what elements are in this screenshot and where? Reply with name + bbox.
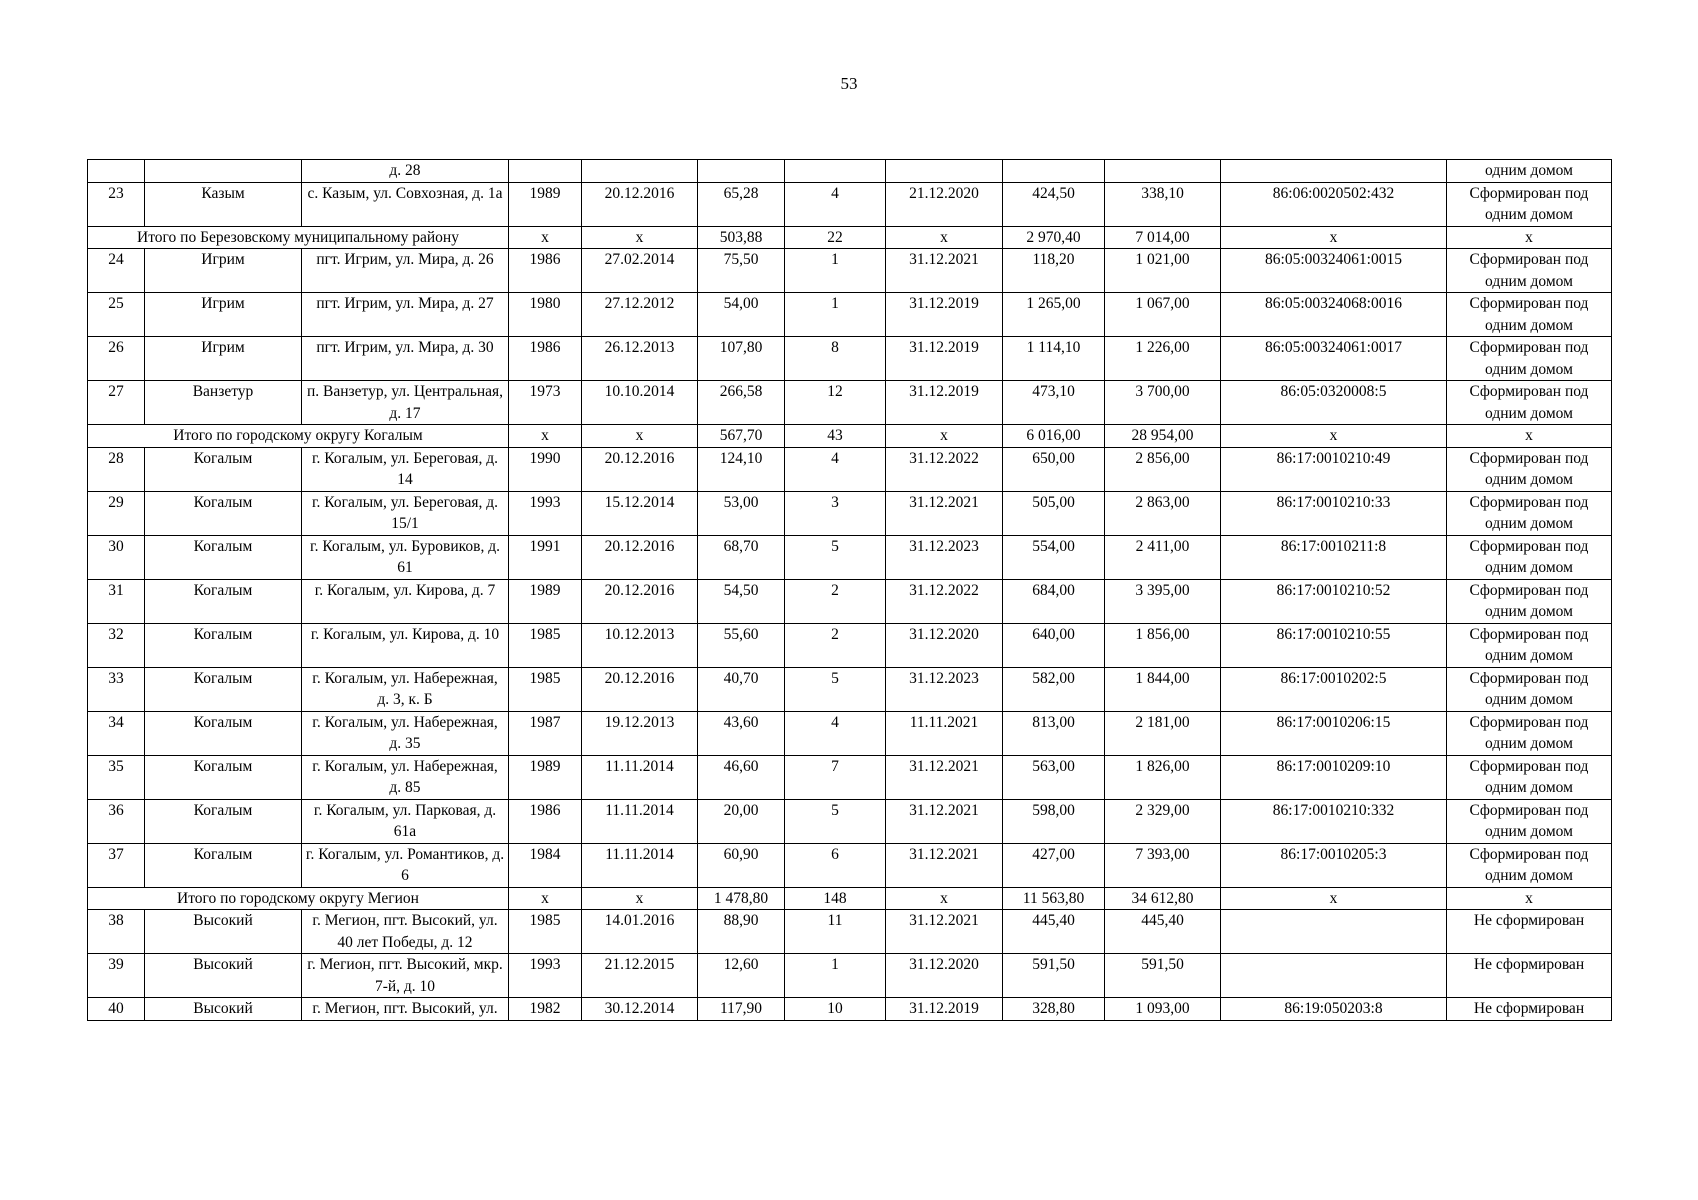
settlement-cell: Когалым — [145, 579, 302, 623]
cost-cell: 118,20 — [1003, 249, 1105, 293]
total-area-cell: 567,70 — [698, 425, 785, 448]
total-cost-cell: 2 970,40 — [1003, 226, 1105, 249]
row-number-cell: 38 — [88, 910, 145, 954]
year-built-cell: 1993 — [509, 954, 582, 998]
cadastral-number-cell: 86:17:0010210:332 — [1221, 799, 1447, 843]
page-number: 53 — [840, 74, 858, 93]
amount-cell: 338,10 — [1105, 182, 1221, 226]
residents-cell: 6 — [785, 843, 886, 887]
area-cell: 43,60 — [698, 711, 785, 755]
table-row — [88, 954, 1612, 998]
date-cell: 19.12.2013 — [582, 711, 698, 755]
table-row — [88, 535, 1612, 579]
address-cell: г. Когалым, ул. Береговая, д. 14 — [302, 447, 509, 491]
total-row — [88, 425, 1612, 448]
table-row — [88, 182, 1612, 226]
land-status-cell: Не сформирован — [1447, 910, 1612, 954]
deadline-cell: 31.12.2019 — [886, 381, 1003, 425]
area-cell: 54,00 — [698, 293, 785, 337]
row-number-cell: 25 — [88, 293, 145, 337]
total-row — [88, 226, 1612, 249]
cost-cell: 582,00 — [1003, 667, 1105, 711]
address-cell: г. Мегион, пгт. Высокий, ул. — [302, 998, 509, 1021]
residents-cell: 5 — [785, 667, 886, 711]
deadline-cell — [886, 160, 1003, 183]
date-cell: 21.12.2015 — [582, 954, 698, 998]
date-cell: 10.10.2014 — [582, 381, 698, 425]
date-cell: 27.12.2012 — [582, 293, 698, 337]
residents-cell — [785, 160, 886, 183]
settlement-cell: Игрим — [145, 293, 302, 337]
land-status-cell: Сформирован под одним домом — [1447, 579, 1612, 623]
table-row — [88, 711, 1612, 755]
deadline-cell: 31.12.2021 — [886, 910, 1003, 954]
land-status-cell: Сформирован под одним домом — [1447, 249, 1612, 293]
year-built-cell: 1984 — [509, 843, 582, 887]
amount-cell: 445,40 — [1105, 910, 1221, 954]
table-row — [88, 293, 1612, 337]
deadline-cell: 31.12.2023 — [886, 535, 1003, 579]
cadastral-number-cell: 86:17:0010209:10 — [1221, 755, 1447, 799]
cadastral-number-cell: 86:19:050203:8 — [1221, 998, 1447, 1021]
cost-cell — [1003, 160, 1105, 183]
deadline-cell: 31.12.2021 — [886, 755, 1003, 799]
address-cell: пгт. Игрим, ул. Мира, д. 27 — [302, 293, 509, 337]
table-row — [88, 579, 1612, 623]
cadastral-number-cell: 86:17:0010202:5 — [1221, 667, 1447, 711]
date-cell: 10.12.2013 — [582, 623, 698, 667]
year-built-cell: 1987 — [509, 711, 582, 755]
address-cell: г. Когалым, ул. Парковая, д. 61а — [302, 799, 509, 843]
amount-cell: 591,50 — [1105, 954, 1221, 998]
amount-cell: 2 856,00 — [1105, 447, 1221, 491]
deadline-cell: 31.12.2019 — [886, 337, 1003, 381]
cost-cell: 427,00 — [1003, 843, 1105, 887]
cost-cell: 563,00 — [1003, 755, 1105, 799]
amount-cell: 2 329,00 — [1105, 799, 1221, 843]
total-cost-cell: 11 563,80 — [1003, 887, 1105, 910]
land-status-cell: Сформирован под одним домом — [1447, 182, 1612, 226]
total-label-cell: Итого по Березовскому муниципальному району — [88, 226, 509, 249]
row-number-cell: 39 — [88, 954, 145, 998]
date-cell: 20.12.2016 — [582, 667, 698, 711]
row-number-cell: 34 — [88, 711, 145, 755]
table-row — [88, 843, 1612, 887]
residents-cell: 7 — [785, 755, 886, 799]
deadline-cell: 31.12.2019 — [886, 293, 1003, 337]
residents-cell: 4 — [785, 447, 886, 491]
total-x-cell: x — [886, 226, 1003, 249]
settlement-cell: Ванзетур — [145, 381, 302, 425]
table-body — [88, 160, 1612, 1021]
year-built-cell: 1986 — [509, 799, 582, 843]
residents-cell: 5 — [785, 799, 886, 843]
date-cell — [582, 160, 698, 183]
land-status-cell: Не сформирован — [1447, 998, 1612, 1021]
area-cell: 40,70 — [698, 667, 785, 711]
cost-cell: 473,10 — [1003, 381, 1105, 425]
total-x-cell: x — [582, 226, 698, 249]
area-cell: 124,10 — [698, 447, 785, 491]
amount-cell: 2 863,00 — [1105, 491, 1221, 535]
total-x-cell: x — [1447, 425, 1612, 448]
total-label-cell: Итого по городскому округу Мегион — [88, 887, 509, 910]
row-number-cell: 26 — [88, 337, 145, 381]
land-status-cell: Сформирован под одним домом — [1447, 799, 1612, 843]
settlement-cell — [145, 160, 302, 183]
date-cell: 11.11.2014 — [582, 843, 698, 887]
address-cell: д. 28 — [302, 160, 509, 183]
date-cell: 30.12.2014 — [582, 998, 698, 1021]
cost-cell: 591,50 — [1003, 954, 1105, 998]
deadline-cell: 31.12.2020 — [886, 954, 1003, 998]
year-built-cell: 1991 — [509, 535, 582, 579]
cadastral-number-cell: 86:05:00324068:0016 — [1221, 293, 1447, 337]
table-row — [88, 160, 1612, 183]
amount-cell: 2 181,00 — [1105, 711, 1221, 755]
address-cell: п. Ванзетур, ул. Центральная, д. 17 — [302, 381, 509, 425]
cost-cell: 598,00 — [1003, 799, 1105, 843]
date-cell: 11.11.2014 — [582, 799, 698, 843]
residents-cell: 3 — [785, 491, 886, 535]
settlement-cell: Игрим — [145, 249, 302, 293]
total-x-cell: x — [1447, 226, 1612, 249]
table-row — [88, 998, 1612, 1021]
table-row — [88, 491, 1612, 535]
area-cell: 12,60 — [698, 954, 785, 998]
total-amount-cell: 7 014,00 — [1105, 226, 1221, 249]
area-cell: 75,50 — [698, 249, 785, 293]
cadastral-number-cell: 86:17:0010211:8 — [1221, 535, 1447, 579]
area-cell — [698, 160, 785, 183]
total-x-cell: x — [509, 226, 582, 249]
settlement-cell: Когалым — [145, 667, 302, 711]
land-status-cell: Сформирован под одним домом — [1447, 623, 1612, 667]
row-number-cell: 40 — [88, 998, 145, 1021]
year-built-cell: 1990 — [509, 447, 582, 491]
date-cell: 15.12.2014 — [582, 491, 698, 535]
row-number-cell — [88, 160, 145, 183]
amount-cell: 3 395,00 — [1105, 579, 1221, 623]
amount-cell: 1 226,00 — [1105, 337, 1221, 381]
total-amount-cell: 34 612,80 — [1105, 887, 1221, 910]
address-cell: г. Мегион, пгт. Высокий, ул. 40 лет Победы, д. 12 — [302, 910, 509, 954]
area-cell: 54,50 — [698, 579, 785, 623]
address-cell: пгт. Игрим, ул. Мира, д. 30 — [302, 337, 509, 381]
deadline-cell: 31.12.2023 — [886, 667, 1003, 711]
cost-cell: 554,00 — [1003, 535, 1105, 579]
total-x-cell: x — [509, 887, 582, 910]
table-row — [88, 755, 1612, 799]
date-cell: 26.12.2013 — [582, 337, 698, 381]
cost-cell: 505,00 — [1003, 491, 1105, 535]
cadastral-number-cell — [1221, 954, 1447, 998]
cadastral-number-cell: 86:17:0010210:49 — [1221, 447, 1447, 491]
total-amount-cell: 28 954,00 — [1105, 425, 1221, 448]
date-cell: 20.12.2016 — [582, 535, 698, 579]
address-cell: г. Мегион, пгт. Высокий, мкр. 7-й, д. 10 — [302, 954, 509, 998]
address-cell: г. Когалым, ул. Кирова, д. 7 — [302, 579, 509, 623]
land-status-cell: Сформирован под одним домом — [1447, 667, 1612, 711]
amount-cell: 7 393,00 — [1105, 843, 1221, 887]
address-cell: г. Когалым, ул. Набережная, д. 3, к. Б — [302, 667, 509, 711]
date-cell: 20.12.2016 — [582, 579, 698, 623]
row-number-cell: 24 — [88, 249, 145, 293]
cost-cell: 445,40 — [1003, 910, 1105, 954]
year-built-cell: 1982 — [509, 998, 582, 1021]
date-cell: 14.01.2016 — [582, 910, 698, 954]
year-built-cell — [509, 160, 582, 183]
housing-registry-table — [87, 159, 1612, 1021]
settlement-cell: Высокий — [145, 910, 302, 954]
amount-cell: 3 700,00 — [1105, 381, 1221, 425]
area-cell: 60,90 — [698, 843, 785, 887]
cadastral-number-cell — [1221, 910, 1447, 954]
land-status-cell: Сформирован под одним домом — [1447, 535, 1612, 579]
year-built-cell: 1985 — [509, 667, 582, 711]
table-row — [88, 799, 1612, 843]
table-row — [88, 381, 1612, 425]
total-x-cell: x — [1221, 226, 1447, 249]
row-number-cell: 37 — [88, 843, 145, 887]
residents-cell: 5 — [785, 535, 886, 579]
table-row — [88, 249, 1612, 293]
residents-cell: 2 — [785, 623, 886, 667]
land-status-cell: Сформирован под одним домом — [1447, 337, 1612, 381]
cadastral-number-cell: 86:05:0320008:5 — [1221, 381, 1447, 425]
land-status-cell: Сформирован под одним домом — [1447, 491, 1612, 535]
settlement-cell: Когалым — [145, 623, 302, 667]
cost-cell: 684,00 — [1003, 579, 1105, 623]
deadline-cell: 31.12.2022 — [886, 579, 1003, 623]
residents-cell: 4 — [785, 711, 886, 755]
address-cell: г. Когалым, ул. Набережная, д. 35 — [302, 711, 509, 755]
land-status-cell: одним домом — [1447, 160, 1612, 183]
cost-cell: 328,80 — [1003, 998, 1105, 1021]
date-cell: 11.11.2014 — [582, 755, 698, 799]
area-cell: 117,90 — [698, 998, 785, 1021]
residents-cell: 4 — [785, 182, 886, 226]
cost-cell: 650,00 — [1003, 447, 1105, 491]
row-number-cell: 29 — [88, 491, 145, 535]
cadastral-number-cell: 86:17:0010210:33 — [1221, 491, 1447, 535]
row-number-cell: 28 — [88, 447, 145, 491]
address-cell: г. Когалым, ул. Береговая, д. 15/1 — [302, 491, 509, 535]
area-cell: 88,90 — [698, 910, 785, 954]
amount-cell: 1 826,00 — [1105, 755, 1221, 799]
cost-cell: 1 265,00 — [1003, 293, 1105, 337]
deadline-cell: 31.12.2019 — [886, 998, 1003, 1021]
cost-cell: 813,00 — [1003, 711, 1105, 755]
year-built-cell: 1986 — [509, 249, 582, 293]
residents-cell: 11 — [785, 910, 886, 954]
table-row — [88, 667, 1612, 711]
cadastral-number-cell: 86:17:0010205:3 — [1221, 843, 1447, 887]
year-built-cell: 1989 — [509, 182, 582, 226]
row-number-cell: 32 — [88, 623, 145, 667]
deadline-cell: 31.12.2021 — [886, 491, 1003, 535]
cadastral-number-cell: 86:17:0010210:55 — [1221, 623, 1447, 667]
table-row — [88, 337, 1612, 381]
cost-cell: 640,00 — [1003, 623, 1105, 667]
total-area-cell: 503,88 — [698, 226, 785, 249]
land-status-cell: Сформирован под одним домом — [1447, 447, 1612, 491]
amount-cell: 1 093,00 — [1105, 998, 1221, 1021]
total-x-cell: x — [509, 425, 582, 448]
area-cell: 68,70 — [698, 535, 785, 579]
residents-cell: 1 — [785, 249, 886, 293]
land-status-cell: Сформирован под одним домом — [1447, 293, 1612, 337]
address-cell: г. Когалым, ул. Кирова, д. 10 — [302, 623, 509, 667]
deadline-cell: 31.12.2021 — [886, 799, 1003, 843]
deadline-cell: 11.11.2021 — [886, 711, 1003, 755]
settlement-cell: Высокий — [145, 954, 302, 998]
table-row — [88, 623, 1612, 667]
deadline-cell: 31.12.2021 — [886, 843, 1003, 887]
total-residents-cell: 148 — [785, 887, 886, 910]
total-x-cell: x — [886, 887, 1003, 910]
date-cell: 20.12.2016 — [582, 447, 698, 491]
total-residents-cell: 22 — [785, 226, 886, 249]
year-built-cell: 1980 — [509, 293, 582, 337]
year-built-cell: 1989 — [509, 579, 582, 623]
table-row — [88, 447, 1612, 491]
cadastral-number-cell: 86:05:00324061:0017 — [1221, 337, 1447, 381]
total-x-cell: x — [1221, 425, 1447, 448]
land-status-cell: Сформирован под одним домом — [1447, 843, 1612, 887]
amount-cell: 1 856,00 — [1105, 623, 1221, 667]
address-cell: г. Когалым, ул. Буровиков, д. 61 — [302, 535, 509, 579]
address-cell: с. Казым, ул. Совхозная, д. 1а — [302, 182, 509, 226]
residents-cell: 10 — [785, 998, 886, 1021]
area-cell: 20,00 — [698, 799, 785, 843]
row-number-cell: 30 — [88, 535, 145, 579]
address-cell: г. Когалым, ул. Набережная, д. 85 — [302, 755, 509, 799]
date-cell: 20.12.2016 — [582, 182, 698, 226]
total-x-cell: x — [582, 425, 698, 448]
land-status-cell: Сформирован под одним домом — [1447, 755, 1612, 799]
settlement-cell: Когалым — [145, 447, 302, 491]
address-cell: г. Когалым, ул. Романтиков, д. 6 — [302, 843, 509, 887]
total-cost-cell: 6 016,00 — [1003, 425, 1105, 448]
total-x-cell: x — [1447, 887, 1612, 910]
land-status-cell: Сформирован под одним домом — [1447, 711, 1612, 755]
area-cell: 65,28 — [698, 182, 785, 226]
land-status-cell: Сформирован под одним домом — [1447, 381, 1612, 425]
year-built-cell: 1986 — [509, 337, 582, 381]
cadastral-number-cell: 86:05:00324061:0015 — [1221, 249, 1447, 293]
amount-cell: 1 844,00 — [1105, 667, 1221, 711]
cadastral-number-cell: 86:17:0010210:52 — [1221, 579, 1447, 623]
residents-cell: 1 — [785, 293, 886, 337]
amount-cell: 2 411,00 — [1105, 535, 1221, 579]
deadline-cell: 21.12.2020 — [886, 182, 1003, 226]
area-cell: 46,60 — [698, 755, 785, 799]
total-residents-cell: 43 — [785, 425, 886, 448]
settlement-cell: Высокий — [145, 998, 302, 1021]
area-cell: 107,80 — [698, 337, 785, 381]
year-built-cell: 1989 — [509, 755, 582, 799]
address-cell: пгт. Игрим, ул. Мира, д. 26 — [302, 249, 509, 293]
cadastral-number-cell — [1221, 160, 1447, 183]
settlement-cell: Игрим — [145, 337, 302, 381]
total-x-cell: x — [582, 887, 698, 910]
deadline-cell: 31.12.2020 — [886, 623, 1003, 667]
area-cell: 55,60 — [698, 623, 785, 667]
residents-cell: 8 — [785, 337, 886, 381]
total-area-cell: 1 478,80 — [698, 887, 785, 910]
settlement-cell: Когалым — [145, 755, 302, 799]
settlement-cell: Когалым — [145, 843, 302, 887]
area-cell: 266,58 — [698, 381, 785, 425]
year-built-cell: 1985 — [509, 910, 582, 954]
row-number-cell: 36 — [88, 799, 145, 843]
table-row — [88, 910, 1612, 954]
cost-cell: 424,50 — [1003, 182, 1105, 226]
settlement-cell: Когалым — [145, 491, 302, 535]
row-number-cell: 23 — [88, 182, 145, 226]
deadline-cell: 31.12.2022 — [886, 447, 1003, 491]
total-x-cell: x — [1221, 887, 1447, 910]
amount-cell — [1105, 160, 1221, 183]
total-row — [88, 887, 1612, 910]
area-cell: 53,00 — [698, 491, 785, 535]
land-status-cell: Не сформирован — [1447, 954, 1612, 998]
amount-cell: 1 067,00 — [1105, 293, 1221, 337]
deadline-cell: 31.12.2021 — [886, 249, 1003, 293]
cadastral-number-cell: 86:17:0010206:15 — [1221, 711, 1447, 755]
settlement-cell: Казым — [145, 182, 302, 226]
row-number-cell: 35 — [88, 755, 145, 799]
date-cell: 27.02.2014 — [582, 249, 698, 293]
year-built-cell: 1985 — [509, 623, 582, 667]
total-label-cell: Итого по городскому округу Когалым — [88, 425, 509, 448]
settlement-cell: Когалым — [145, 711, 302, 755]
settlement-cell: Когалым — [145, 535, 302, 579]
year-built-cell: 1993 — [509, 491, 582, 535]
settlement-cell: Когалым — [145, 799, 302, 843]
row-number-cell: 27 — [88, 381, 145, 425]
residents-cell: 2 — [785, 579, 886, 623]
residents-cell: 12 — [785, 381, 886, 425]
cadastral-number-cell: 86:06:0020502:432 — [1221, 182, 1447, 226]
amount-cell: 1 021,00 — [1105, 249, 1221, 293]
row-number-cell: 33 — [88, 667, 145, 711]
row-number-cell: 31 — [88, 579, 145, 623]
cost-cell: 1 114,10 — [1003, 337, 1105, 381]
residents-cell: 1 — [785, 954, 886, 998]
year-built-cell: 1973 — [509, 381, 582, 425]
total-x-cell: x — [886, 425, 1003, 448]
